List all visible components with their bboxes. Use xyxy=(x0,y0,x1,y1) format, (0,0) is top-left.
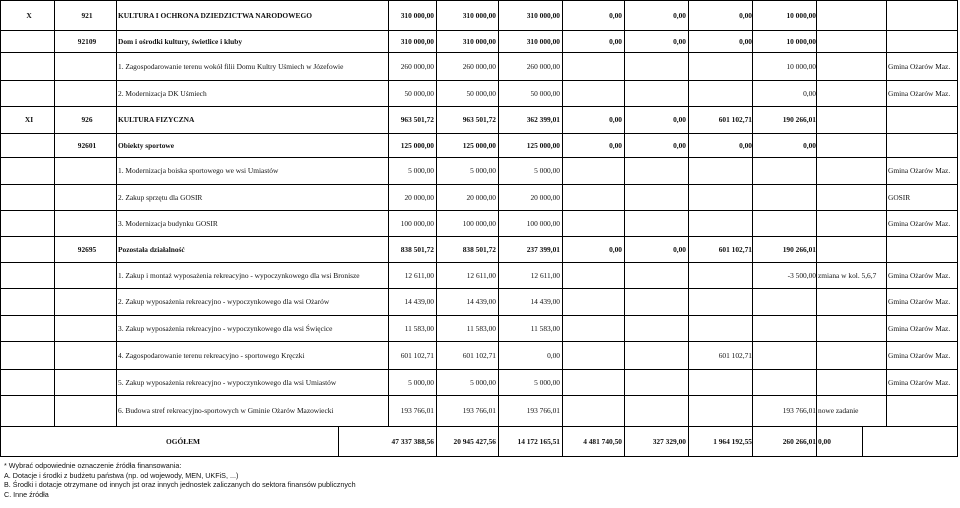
footnote-line: A. Dotacje i środki z budżetu państwa (np. od wojewody, MEN, UKFiS, ...) xyxy=(4,470,239,480)
table-border xyxy=(0,133,958,134)
cell-v1: 5 000,00 xyxy=(408,377,434,387)
cell-desc: Pozostała działalność xyxy=(118,244,185,254)
cell-desc: Dom i ośrodki kultury, świetlice i kluby xyxy=(118,36,243,46)
cell-v2: 14 439,00 xyxy=(466,297,496,306)
cell-v2: 260 000,00 xyxy=(462,61,496,71)
cell-v4: 0,00 xyxy=(609,140,622,150)
cell-v3: 310 000,00 xyxy=(526,36,560,46)
table-border xyxy=(338,426,339,456)
cell-v1: 11 583,00 xyxy=(404,323,434,333)
cell-v2: 963 501,72 xyxy=(462,115,496,124)
cell-desc: 3. Modernizacja budynku GOSIR xyxy=(118,218,218,228)
cell-v3: 20 000,00 xyxy=(530,192,560,202)
cell-desc: KULTURA FIZYCZNA xyxy=(118,115,195,124)
cell-desc: 1. Zagospodarowanie terenu wokół filii Domu Kultry Uśmiech w Józefowie xyxy=(118,61,344,71)
cell-v2: 50 000,00 xyxy=(466,88,496,98)
cell-desc: 4. Zagospodarowanie terenu rekreacyjno - sportowego Kręczki xyxy=(118,350,305,360)
footnote-line: B. Środki i dotacje otrzymane od innych jst oraz innych jednostek zaliczanych do sektora finansów publicznych xyxy=(4,480,356,489)
cell-v1: 5 000,00 xyxy=(408,166,434,175)
table-border xyxy=(436,426,437,456)
cell-unit: Gmina Ożarów Maz. xyxy=(888,270,951,280)
cell-v6: 601 102,71 xyxy=(718,115,752,124)
table-border xyxy=(688,426,689,456)
cell-v3: 362 399,01 xyxy=(526,115,560,124)
cell-unit: Gmina Ożarów Maz. xyxy=(888,350,951,360)
cell-v4: 4 481 740,50 xyxy=(583,436,622,446)
cell-v4: 0,00 xyxy=(609,36,622,46)
table-border xyxy=(436,0,437,426)
cell-v3: 237 399,01 xyxy=(526,244,560,254)
cell-v3: 5 000,00 xyxy=(534,377,560,387)
footnotes xyxy=(4,461,954,499)
table-border xyxy=(0,80,958,81)
cell-v7: 0,00 xyxy=(803,140,816,150)
cell-unit: Gmina Ożarów Maz. xyxy=(888,377,951,387)
cell-v1: 310 000,00 xyxy=(400,36,434,46)
table-border xyxy=(886,0,887,426)
cell-v7: 260 266,01 xyxy=(782,436,816,446)
cell-v1: 193 766,01 xyxy=(400,406,434,415)
cell-unit: Gmina Ożarów Maz. xyxy=(888,297,951,306)
table-border xyxy=(54,0,55,426)
cell-unit: Gmina Ożarów Maz. xyxy=(888,323,951,333)
table-border xyxy=(498,0,499,426)
cell-desc: Obiekty sportowe xyxy=(118,140,175,150)
cell-v1: 310 000,00 xyxy=(400,10,434,20)
table-border xyxy=(0,0,958,1)
cell-v7: 193 766,01 xyxy=(782,406,816,415)
cell-v2: 838 501,72 xyxy=(462,244,496,254)
cell-desc: OGÓŁEM xyxy=(165,436,201,446)
table-border xyxy=(0,369,958,370)
table-border xyxy=(816,0,817,426)
cell-v5: 0,00 xyxy=(673,115,686,124)
cell-v3: 193 766,01 xyxy=(526,406,560,415)
cell-desc: KULTURA I OCHRONA DZIEDZICTWA NARODOWEGO xyxy=(118,10,312,20)
table-border xyxy=(0,106,958,107)
cell-desc: 2. Zakup wyposażenia rekreacyjno - wypoczynkowego dla wsi Ożarów xyxy=(118,297,330,306)
cell-v3: 14 439,00 xyxy=(530,297,560,306)
cell-col2: 92109 xyxy=(77,36,97,46)
cell-v1: 47 337 388,56 xyxy=(391,436,434,446)
cell-v3: 310 000,00 xyxy=(526,10,560,20)
cell-v5: 0,00 xyxy=(673,244,686,254)
cell-v4: 0,00 xyxy=(609,244,622,254)
cell-v3: 14 172 165,51 xyxy=(517,436,560,446)
cell-v1: 50 000,00 xyxy=(404,88,434,98)
cell-v1: 20 000,00 xyxy=(404,192,434,202)
cell-v1: 601 102,71 xyxy=(400,350,434,360)
footnote-line: * Wybrać odpowiednie oznaczenie źródła finansowania: xyxy=(4,461,182,470)
cell-desc: 1. Modernizacja boiska sportowego we wsi Umiastów xyxy=(118,166,279,175)
cell-v5: 0,00 xyxy=(673,36,686,46)
cell-v6: 0,00 xyxy=(739,36,752,46)
table-border xyxy=(957,0,958,457)
cell-v3: 50 000,00 xyxy=(530,88,560,98)
cell-unit: Gmina Ożarów Maz. xyxy=(888,88,951,98)
table-border xyxy=(862,426,863,456)
table-border xyxy=(624,426,625,456)
cell-v2: 125 000,00 xyxy=(462,140,496,150)
cell-v2: 5 000,00 xyxy=(470,377,496,387)
cell-v3: 0,00 xyxy=(547,350,560,360)
cell-v3: 11 583,00 xyxy=(530,323,560,333)
table-border xyxy=(624,0,625,426)
table-border xyxy=(0,236,958,237)
cell-note: 0,00 xyxy=(818,436,831,446)
cell-v1: 260 000,00 xyxy=(400,61,434,71)
table-border xyxy=(0,210,958,211)
cell-v2: 310 000,00 xyxy=(462,10,496,20)
cell-v2: 11 583,00 xyxy=(466,323,496,333)
cell-v2: 20 945 427,56 xyxy=(453,436,496,446)
table-border xyxy=(0,52,958,53)
cell-v6: 0,00 xyxy=(739,140,752,150)
cell-v7: 190 266,01 xyxy=(782,244,816,254)
cell-v7: 10 000,00 xyxy=(786,61,816,71)
cell-desc: 6. Budowa stref rekreacyjno-sportowych w Gminie Ożarów Mazowiecki xyxy=(118,406,334,415)
table-border xyxy=(0,395,958,396)
table-border xyxy=(0,0,1,457)
table-border xyxy=(562,0,563,426)
cell-v2: 310 000,00 xyxy=(462,36,496,46)
cell-v7: 10 000,00 xyxy=(786,10,816,20)
cell-desc: 2. Zakup sprzętu dla GOSIR xyxy=(118,192,203,202)
cell-unit: Gmina Ożarów Maz. xyxy=(888,218,951,228)
table-border xyxy=(388,0,389,426)
table-border xyxy=(752,0,753,426)
cell-v7: 0,00 xyxy=(803,88,816,98)
cell-v3: 100 000,00 xyxy=(526,218,560,228)
cell-v1: 100 000,00 xyxy=(400,218,434,228)
table-border xyxy=(0,184,958,185)
cell-unit: Gmina Ożarów Maz. xyxy=(888,166,951,175)
table-border xyxy=(498,426,499,456)
cell-unit: GOSIR xyxy=(888,192,911,202)
cell-v3: 5 000,00 xyxy=(534,166,560,175)
cell-v6: 601 102,71 xyxy=(718,350,752,360)
cell-v5: 0,00 xyxy=(673,140,686,150)
cell-v3: 260 000,00 xyxy=(526,61,560,71)
table-border xyxy=(0,262,958,263)
cell-v5: 327 329,00 xyxy=(652,436,686,446)
cell-col2: 92695 xyxy=(77,244,97,254)
table-border xyxy=(0,30,958,31)
table-border xyxy=(0,341,958,342)
cell-col1: XI xyxy=(24,115,34,124)
cell-v2: 193 766,01 xyxy=(462,406,496,415)
cell-v7: -3 500,00 xyxy=(787,270,816,280)
cell-desc: 5. Zakup wyposażenia rekreacyjno - wypoczynkowego dla wsi Umiastów xyxy=(118,377,337,387)
cell-v6: 601 102,71 xyxy=(718,244,752,254)
table-border xyxy=(0,426,958,427)
cell-v2: 100 000,00 xyxy=(462,218,496,228)
cell-note: nowe zadanie xyxy=(818,406,859,415)
cell-v2: 12 611,00 xyxy=(466,270,496,280)
table-border xyxy=(0,157,958,158)
cell-desc: 3. Zakup wyposażenia rekreacyjno - wypoczynkowego dla wsi Święcice xyxy=(118,323,333,333)
cell-v4: 0,00 xyxy=(609,115,622,124)
table-border xyxy=(688,0,689,426)
cell-v3: 125 000,00 xyxy=(526,140,560,150)
cell-col1: X xyxy=(26,10,32,20)
cell-v6: 1 964 192,55 xyxy=(713,436,752,446)
table-border xyxy=(752,426,753,456)
cell-v2: 601 102,71 xyxy=(462,350,496,360)
table-border xyxy=(562,426,563,456)
table-border xyxy=(116,0,117,426)
cell-v5: 0,00 xyxy=(673,10,686,20)
cell-v1: 125 000,00 xyxy=(400,140,434,150)
cell-v1: 12 611,00 xyxy=(404,270,434,280)
cell-v3: 12 611,00 xyxy=(530,270,560,280)
table-border xyxy=(816,426,817,456)
cell-v2: 5 000,00 xyxy=(470,166,496,175)
cell-v7: 190 266,01 xyxy=(782,115,816,124)
cell-col2: 926 xyxy=(81,115,93,124)
table-border xyxy=(0,315,958,316)
cell-v4: 0,00 xyxy=(609,10,622,20)
cell-v2: 20 000,00 xyxy=(466,192,496,202)
cell-unit: Gmina Ożarów Maz. xyxy=(888,61,951,71)
table-border xyxy=(0,456,958,457)
cell-col2: 92601 xyxy=(77,140,97,150)
cell-desc: 2. Modernizacja DK Uśmiech xyxy=(118,88,207,98)
cell-v1: 963 501,72 xyxy=(400,115,434,124)
cell-note: zmiana w kol. 5,6,7 xyxy=(818,270,877,280)
table-border xyxy=(0,288,958,289)
cell-v7: 10 000,00 xyxy=(786,36,816,46)
cell-v6: 0,00 xyxy=(739,10,752,20)
footnote-line: C. Inne źródła xyxy=(4,489,49,499)
cell-col2: 921 xyxy=(81,10,93,20)
cell-v1: 14 439,00 xyxy=(404,297,434,306)
cell-v1: 838 501,72 xyxy=(400,244,434,254)
cell-desc: 1. Zakup i montaż wyposażenia rekreacyjno - wypoczynkowego dla wsi Bronisze xyxy=(118,270,360,280)
